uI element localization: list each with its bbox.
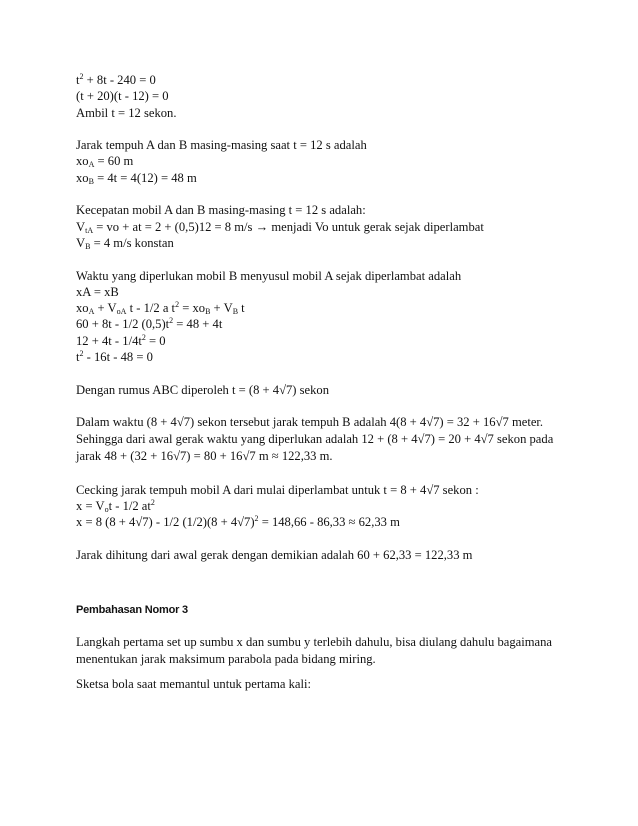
text-line: Dengan rumus ABC diperoleh t = (8 + 4√7) sekon — [76, 382, 330, 397]
text-line: Jarak tempuh A dan B masing-masing saat t = 12 s adalah — [76, 138, 367, 153]
equation-line: $V_B = 4$ m/s konstan — [76, 235, 174, 251]
equation-line: $V_{tA}$ = vo + at = 2 + (0,5)12 = 8 m/s → menjadi Vo untuk gerak sejak diperlambat — [76, 219, 484, 235]
paragraph: Langkah pertama set up sumbu x dan sumbu y terlebih dahulu, bisa diulang dahulu bagaimana menentukan jarak maksimum parabola pada bidang miring. — [76, 634, 552, 666]
text-line: Jarak dihitung dari awal gerak dengan demikian adalah 60 + 62,33 = 122,33 m — [76, 547, 473, 562]
document-page — [76, 72, 576, 692]
equation-line: x = 8 (8 + 4√7) - 1/2 $(1/2)(8 + 4√7)^2 = 148,66 - 86,33 \approx 62,33$ m — [76, 514, 400, 530]
equation-line: $xo_A = 60$ m — [76, 154, 134, 170]
text-line: Ambil t = 12 sekon. — [76, 105, 177, 120]
equation-line: 60 + 8t - 1/2 $(0,5)t^2 = 48 + 4t$ — [76, 316, 223, 332]
text-line: Kecepatan mobil A dan B masing-masing t = 12 s adalah: — [76, 203, 366, 218]
section-heading: Pembahasan Nomor 3 — [76, 603, 188, 616]
equation-line: xA = xB — [76, 284, 119, 299]
equation-line: $12 + 4t - 1/4t^2 = 0$ — [76, 332, 166, 348]
equation-line: $xo_B = 4t = 4(12) = 48$ m — [76, 170, 197, 186]
equation-line: $xo_A + V_{oA}$ t - 1/2 a $t^2 = xo_B + V_B$ t — [76, 300, 245, 317]
text-line: Cecking jarak tempuh mobil A dari mulai diperlambat untuk t = 8 + 4√7 sekon : — [76, 482, 479, 497]
text-line: Sketsa bola saat memantul untuk pertama kali: — [76, 676, 312, 691]
equation-line: $t^2 - 16t - 48 = 0$ — [76, 349, 153, 365]
paragraph: Dalam waktu (8 + 4√7) sekon tersebut jarak tempuh B adalah 4(8 + 4√7) = 32 + 16√7 meter. Sehingga dari awal gerak waktu yang diperlukan adalah 12 + (8 + 4√7) = 20 + 4√7 sekon pada jarak 48 + (32 + 16√7) = 80 + 16√7 m ≈ 122,33 m. — [76, 415, 554, 464]
text-line: Waktu yang diperlukan mobil B menyusul mobil A sejak diperlambat adalah — [76, 268, 462, 283]
equation-line: $t^2 + 8t - 240 = 0$ — [76, 72, 156, 87]
equation-line: $x = V_ot - 1/2$ $at^2$ — [76, 497, 155, 514]
equation-line: (t + 20)(t - 12) = 0 — [76, 89, 169, 104]
